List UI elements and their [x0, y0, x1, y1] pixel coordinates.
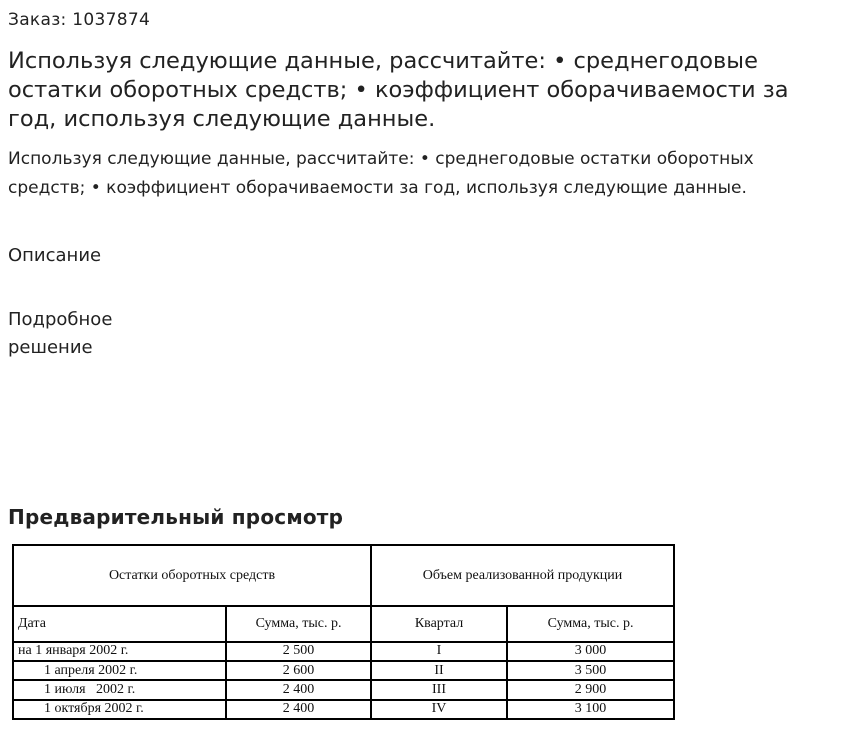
table-cell: 2 400	[226, 700, 371, 719]
table-row	[13, 700, 674, 719]
preview-image	[12, 544, 673, 720]
table-cell: 1 июля 2002 г.	[13, 680, 226, 699]
table-cell: 1 октября 2002 г.	[13, 700, 226, 719]
table-column-header: Квартал	[371, 606, 507, 642]
table-cell: 1 апреля 2002 г.	[13, 661, 226, 680]
table-column-header: Сумма, тыс. р.	[226, 606, 371, 642]
table-cell: на 1 января 2002 г.	[13, 642, 226, 661]
order-number: Заказ: 1037874	[8, 10, 151, 30]
table-cell: III	[371, 680, 507, 699]
table-cell: 2 600	[226, 661, 371, 680]
table-column-header: Дата	[13, 606, 226, 642]
preview-heading: Предварительный просмотр	[8, 505, 344, 529]
table-cell: I	[371, 642, 507, 661]
table-group-header: Остатки оборотных средств	[13, 545, 371, 606]
table-cell: 2 400	[226, 680, 371, 699]
page-title: Используя следующие данные, рассчитайте: • среднегодовые остатки оборотных средств; • коэффициент оборачиваемости за год, используя следующие данные.	[8, 48, 789, 132]
preview-table	[12, 544, 675, 720]
table-cell: 3 000	[507, 642, 674, 661]
table-cell: II	[371, 661, 507, 680]
table-cell: 2 900	[507, 680, 674, 699]
table-row	[13, 661, 674, 680]
table-column-header-row	[13, 606, 674, 642]
table-cell: 3 500	[507, 661, 674, 680]
table-group-header: Объем реализованной продукции	[371, 545, 674, 606]
description-section-label: Описание	[8, 245, 102, 266]
table-row	[13, 680, 674, 699]
solution-section-label: Подробное решение	[8, 309, 113, 358]
table-cell: 2 500	[226, 642, 371, 661]
task-description: Используя следующие данные, рассчитайте: • среднегодовые остатки оборотных средств; • коэффициент оборачиваемости за год, используя следующие данные.	[8, 149, 754, 198]
table-group-header-row	[13, 545, 674, 606]
table-column-header: Сумма, тыс. р.	[507, 606, 674, 642]
table-row	[13, 642, 674, 661]
table-cell: 3 100	[507, 700, 674, 719]
table-cell: IV	[371, 700, 507, 719]
